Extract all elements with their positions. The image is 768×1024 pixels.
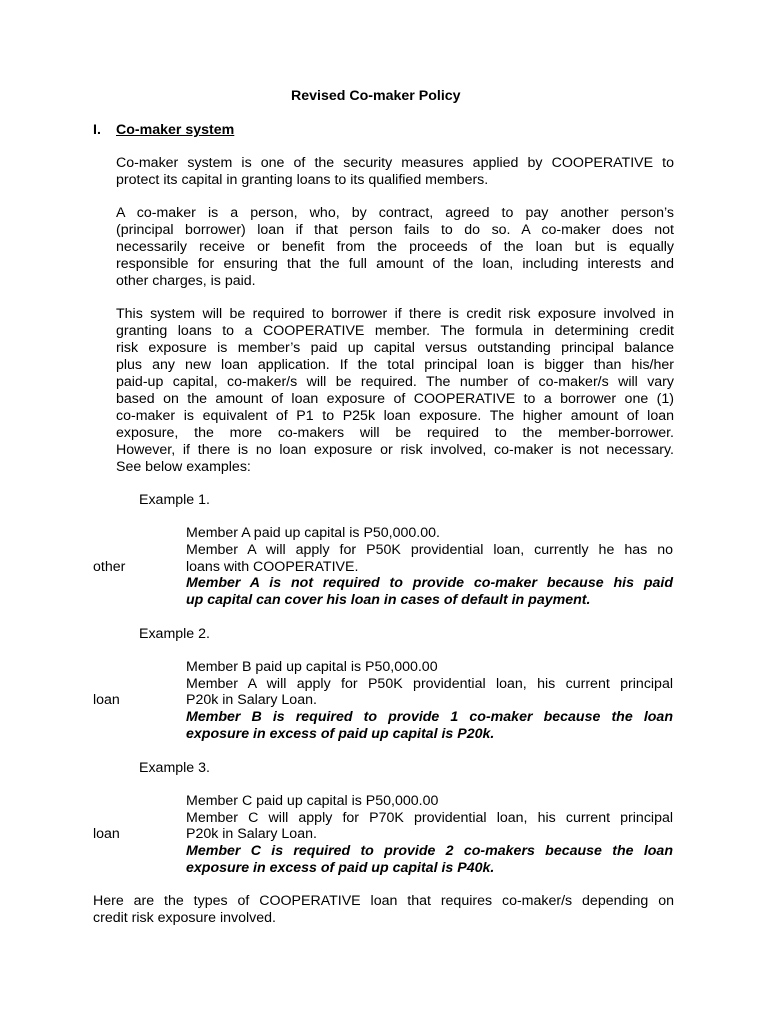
example-line: Member C will apply for P70K providential loan, his current principal [186,810,673,826]
example-line: Member B paid up capital is P50,000.00 [186,659,438,675]
paragraph-line: exposure, the more co-makers will be required to the member-borrower. [116,425,674,441]
paragraph-line: granting loans to a COOPERATIVE member. The formula in determining credit [116,323,674,339]
example-conclusion: exposure in excess of paid up capital is P40k. [186,860,495,876]
example-orphan-word: other [93,559,126,575]
paragraph-line: necessarily receive or benefit from the proceeds of the loan but is equally [116,239,674,255]
paragraph-line: co-maker is equivalent of P1 to P25k loan exposure. The higher amount of loan [116,408,674,424]
example-line: P20k in Salary Loan. [186,692,317,708]
example-orphan-word: loan [93,826,120,842]
paragraph-line: protect its capital in granting loans to its qualified members. [116,172,489,188]
paragraph-line: Co-maker system is one of the security measures applied by COOPERATIVE to [116,155,674,171]
example-conclusion: Member A is not required to provide co-maker because his paid [186,575,673,591]
paragraph-line: based on the amount of loan exposure of COOPERATIVE to a borrower one (1) [116,391,674,407]
example-line: Member A will apply for P50K providential loan, his current principal [186,676,673,692]
paragraph-line: plus any new loan application. If the total principal loan is bigger than his/her [116,357,674,373]
example-orphan-word: loan [93,692,120,708]
paragraph-line: (principal borrower) loan if that person fails to do so. A co-maker does not [116,222,674,238]
paragraph-line: paid-up capital, co-maker/s will be required. The number of co-maker/s will vary [116,374,674,390]
example-conclusion: up capital can cover his loan in cases of default in payment. [186,592,591,608]
paragraph-line: risk exposure is member’s paid up capital versus outstanding principal balance [116,340,674,356]
section-number: I. [93,122,101,138]
paragraph-line: A co-maker is a person, who, by contract, agreed to pay another person’s [116,205,674,221]
example-label: Example 1. [139,492,210,508]
example-conclusion: Member B is required to provide 1 co-maker because the loan [186,709,673,725]
example-line: Member C paid up capital is P50,000.00 [186,793,439,809]
example-label: Example 3. [139,760,210,776]
paragraph-line: This system will be required to borrower if there is credit risk exposure involved in [116,306,674,322]
paragraph-line: other charges, is paid. [116,273,256,289]
example-line: Member A will apply for P50K providential loan, currently he has no [186,542,673,558]
example-line: Member A paid up capital is P50,000.00. [186,525,440,541]
section-heading: Co-maker system [116,122,235,138]
paragraph-line: Here are the types of COOPERATIVE loan that requires co-maker/s depending on [93,893,674,909]
example-label: Example 2. [139,626,210,642]
page-title: Revised Co-maker Policy [291,88,461,104]
paragraph-line: credit risk exposure involved. [93,910,276,926]
example-line: P20k in Salary Loan. [186,826,317,842]
paragraph-line: See below examples: [116,459,251,475]
paragraph-line: responsible for ensuring that the full amount of the loan, including interests and [116,256,674,272]
paragraph-line: However, if there is no loan exposure or risk involved, co-maker is not necessary. [116,442,674,458]
example-conclusion: exposure in excess of paid up capital is P20k. [186,726,495,742]
example-line: loans with COOPERATIVE. [186,559,359,575]
example-conclusion: Member C is required to provide 2 co-makers because the loan [186,843,673,859]
